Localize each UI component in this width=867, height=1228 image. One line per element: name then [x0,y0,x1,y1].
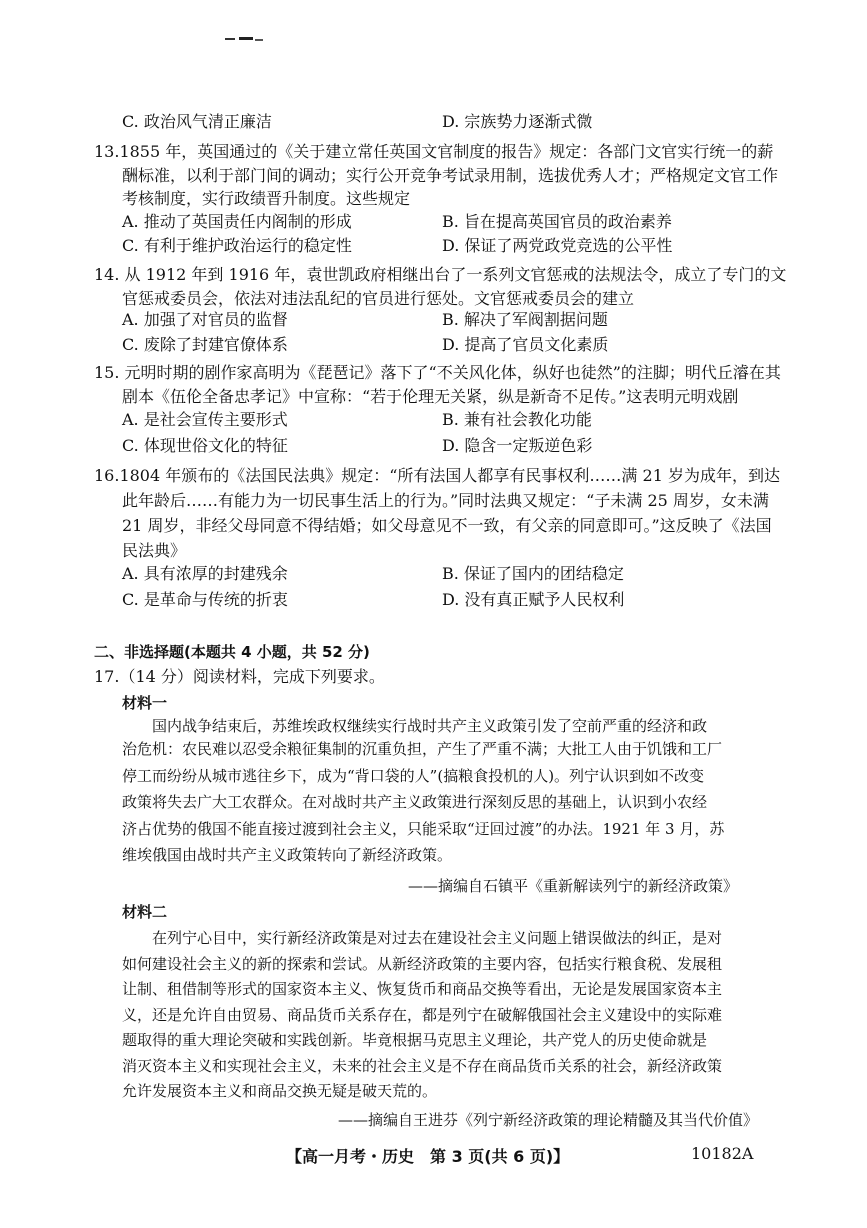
material-line: 在列宁心目中，实行新经济政策是对过去在建设社会主义问题上错误做法的纠正，是对 [152,929,723,947]
q15-option-b: B. 兼有社会教化功能 [442,410,592,429]
q15-option-d: D. 隐含一定叛逆色彩 [442,436,593,455]
material-2-body [122,926,722,1105]
material-1-source: ——摘编自石镇平《重新解读列宁的新经济政策》 [408,877,739,895]
q15-option-c: C. 体现世俗文化的特征 [122,436,288,455]
q15-option-a: A. 是社会宣传主要形式 [122,410,288,429]
exam-code: 10182A [691,1144,754,1163]
q13-option-a: A. 推动了英国责任内阁制的形成 [122,212,352,231]
question-17: 17.（14 分）阅读材料，完成下列要求。 [94,667,385,686]
material-line: 允许发展资本主义和商品交换无疑是破天荒的。 [122,1082,438,1100]
question-stem-line: 剧本《伍伦全备忠孝记》中宣称：“若于伦理无关紧，纵是新奇不足传。”这表明元明戏剧 [122,387,739,406]
q14-option-b: B. 解决了军阀割据问题 [442,310,608,329]
q13-option-d: D. 保证了两党政党竞选的公平性 [442,236,673,255]
material-line: 消灭资本主义和实现社会主义，未来的社会主义是不存在商品货币关系的社会，新经济政策 [122,1056,723,1075]
q14-option-c: C. 废除了封建官僚体系 [122,335,288,354]
material-line: 政策将失去广大工农群众。在对战时共产主义政策进行深刻反思的基础上，认识到小农经 [122,793,708,812]
q14-option-d: D. 提高了官员文化素质 [442,335,609,354]
q12-option-d: D. 宗族势力逐渐式微 [442,112,593,131]
q13-option-c: C. 有利于维护政治运行的稳定性 [122,236,352,255]
q16-option-d: D. 没有真正赋予人民权利 [442,590,625,609]
material-line: 国内战争结束后，苏维埃政权继续实行战时共产主义政策引发了空前严重的经济和政 [152,717,708,735]
question-16 [94,463,780,563]
question-14 [94,263,786,311]
material-1-body [122,716,724,869]
page-footer: 【高一月考・历史 第 3 页(共 6 页)】 [286,1147,570,1166]
ink-mark [225,37,265,42]
material-line: 题取得的重大理论突破和实践创新。毕竟根据马克思主义理论，共产党人的历史使命就是 [122,1031,708,1049]
question-stem-line: 14. 从 1912 年到 1916 年，袁世凯政府相继出台了一系列文官惩戒的法规法令，成立了专门的文 [94,265,787,284]
question-stem-line: 21 周岁，非经父母同意不得结婚；如父母意见不一致，有父亲的同意即可。”这反映了《法国 [122,516,772,535]
material-line: 治危机：农民难以忍受余粮征集制的沉重负担，产生了严重不满；大批工人由于饥饿和工厂 [122,740,723,758]
q13-option-b: B. 旨在提高英国官员的政治素养 [442,212,672,231]
question-stem-line: 15. 元明时期的剧作家高明为《琵琶记》落下了“不关风化体，纵好也徒然”的注脚；明代丘濬在其 [94,363,781,382]
material-line: 让制、租借制等形式的国家资本主义、恢复货币和商品交换等看出，无论是发展国家资本主 [122,980,723,998]
q14-option-a: A. 加强了对官员的监督 [122,310,288,329]
material-line: 义，还是允许自由贸易、商品货币关系存在，都是列宁在破解俄国社会主义建设中的实际难 [122,1005,723,1024]
question-stem-line: 16.1804 年颁布的《法国民法典》规定：“所有法国人都享有民事权利……满 21 岁为成年，到达 [94,466,780,485]
question-15 [94,361,781,409]
material-line: 如何建设社会主义的新的探索和尝试。从新经济政策的主要内容，包括实行粮食税、发展租 [122,954,723,973]
material-line: 济占优势的俄国不能直接过渡到社会主义，只能采取“迂回过渡”的办法。1921 年 3 月，苏 [122,819,725,838]
material-line: 维埃俄国由战时共产主义政策转向了新经济政策。 [122,846,453,865]
question-stem-line: 考核制度，实行政绩晋升制度。这些规定 [122,189,411,208]
question-stem-line: 民法典》 [122,541,187,560]
q16-option-c: C. 是革命与传统的折衷 [122,590,288,609]
question-13 [94,140,778,211]
question-stem-line: 酬标准，以利于部门间的调动；实行公开竞争考试录用制，选拔优秀人才；严格规定文官工作 [122,165,779,185]
section-heading: 二、非选择题(本题共 4 小题，共 52 分) [94,643,370,661]
material-2-title: 材料二 [122,903,168,921]
q16-option-b: B. 保证了国内的团结稳定 [442,564,624,583]
material-line: 停工而纷纷从城市逃往乡下，成为“背口袋的人”(搞粮食投机的人)。列宁认识到如不改变 [122,766,705,785]
question-stem-line: 官惩戒委员会，依法对违法乱纪的官员进行惩处。文官惩戒委员会的建立 [122,289,635,308]
material-1-title: 材料一 [122,694,168,712]
question-stem-line: 13.1855 年，英国通过的《关于建立常任英国文官制度的报告》规定：各部门文官实行统一的薪 [94,142,774,161]
question-stem-line: 此年龄后……有能力为一切民事生活上的行为。”同时法典又规定：“子未满 25 周岁，女未满 [122,491,769,510]
material-2-source: ——摘编自王进芬《列宁新经济政策的理论精髓及其当代价值》 [338,1111,759,1129]
q16-option-a: A. 具有浓厚的封建残余 [122,564,288,583]
q12-option-c: C. 政治风气清正廉洁 [122,112,272,131]
